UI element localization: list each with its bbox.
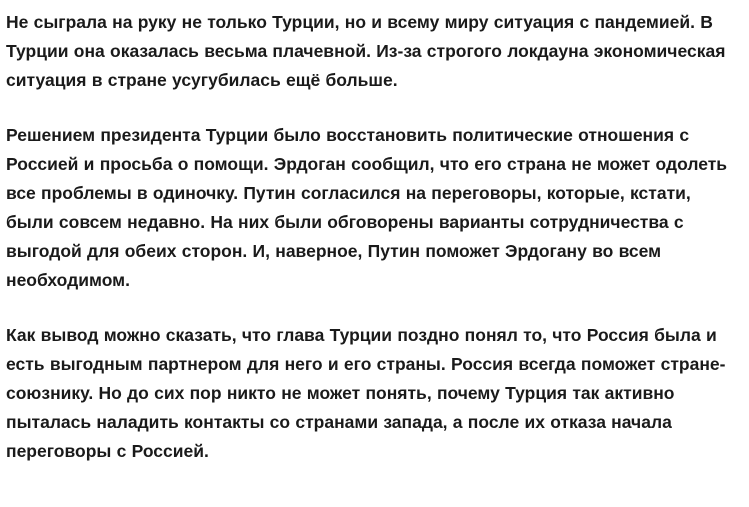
paragraph: Не сыграла на руку не только Турции, но и всему миру ситуация с пандемией. В Турции она оказалась весьма плачевной. Из-за строгого локдауна экономическая ситуация в стране усугубилась ещё больше. <box>6 12 726 90</box>
paragraph: Решением президента Турции было восстановить политические отношения с Россией и просьба о помощи. Эрдоган сообщил, что его страна не может одолеть все проблемы в одиночку. Путин согласился на переговоры, которые, кстати, были совсем недавно. На них были обговорены варианты сотрудничества с выгодой для обеих сторон. И, наверное, Путин поможет Эрдогану во всем необходимом. <box>6 125 728 290</box>
paragraph: Как вывод можно сказать, что глава Турции поздно понял то, что Россия была и есть выгодным партнером для него и его страны. Россия всегда поможет стране-союзнику. Но до сих пор никто не может понять, почему Турция так активно пыталась наладить контакты со странами запада, а после их отказа начала переговоры с Россией. <box>6 325 726 461</box>
